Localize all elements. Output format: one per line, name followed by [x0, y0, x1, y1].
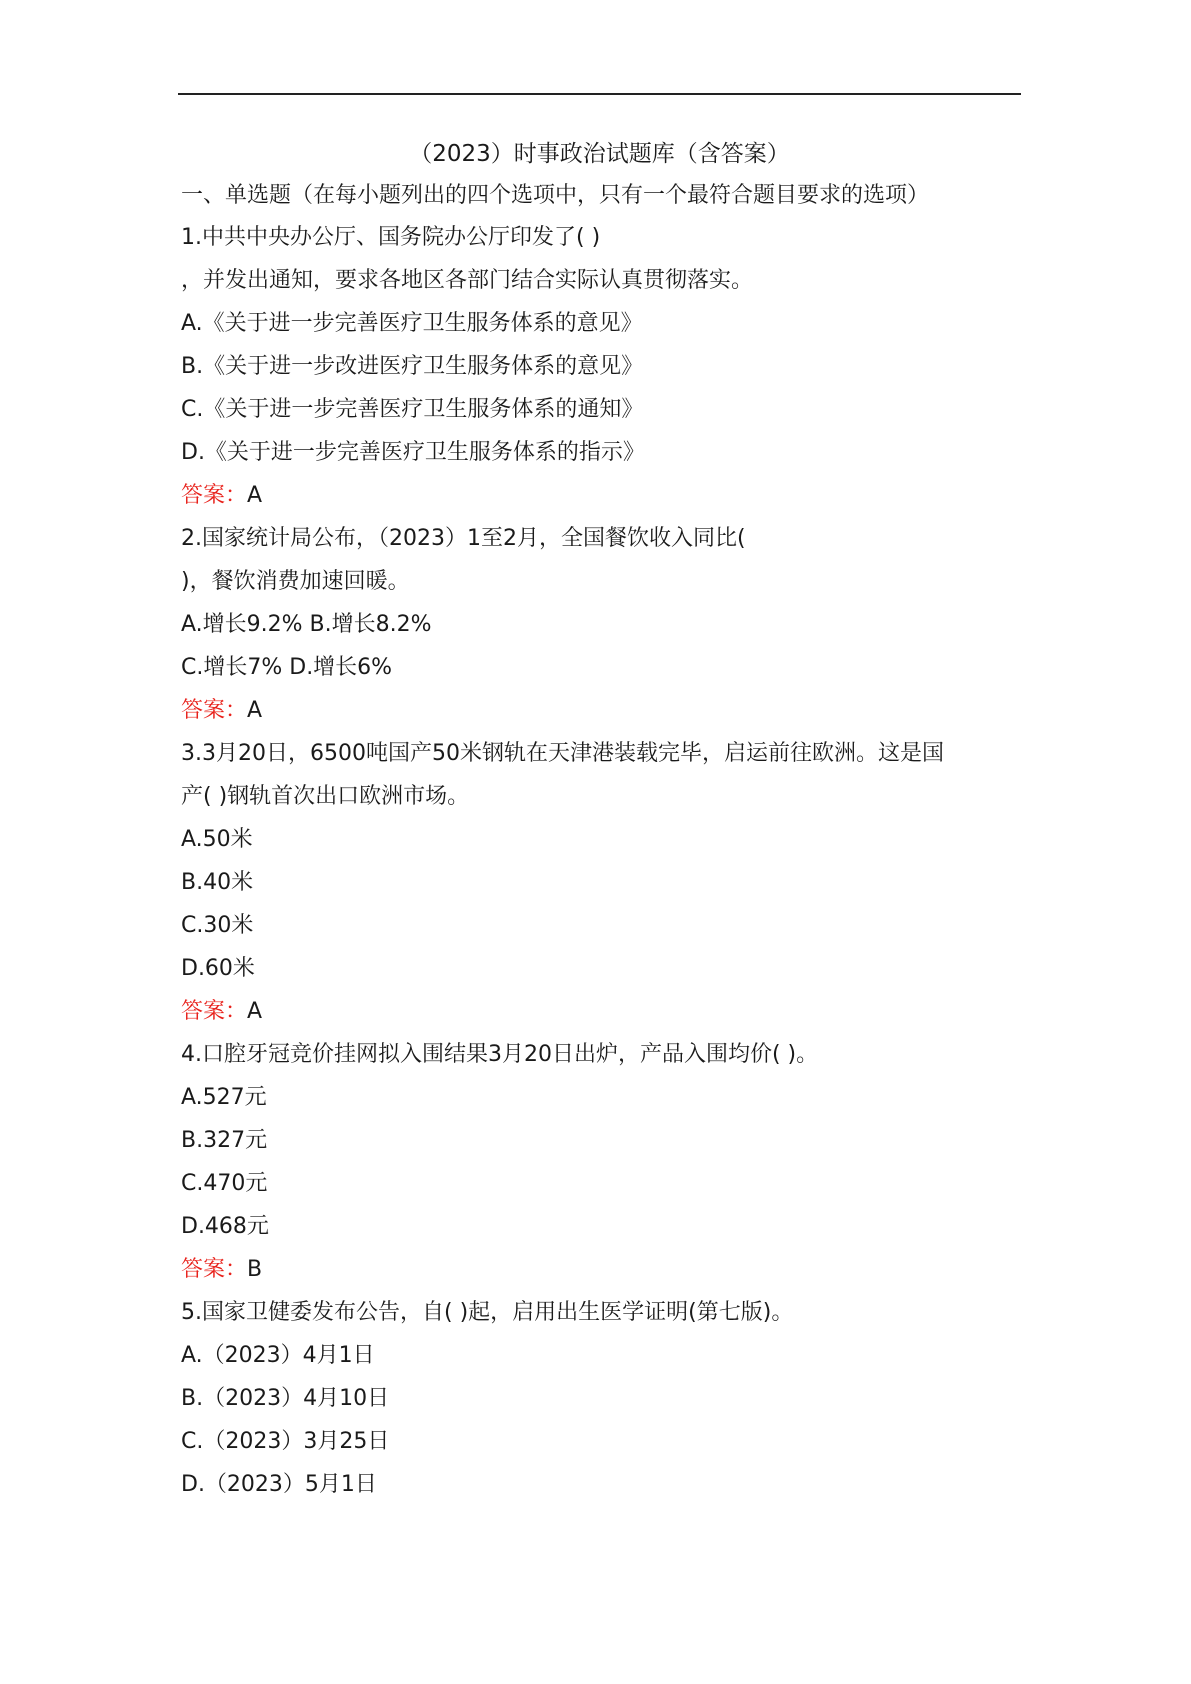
- question-1-answer: [181, 476, 262, 516]
- answer-label: 答案：: [181, 999, 248, 1024]
- question-3-option-c: C.30米: [181, 913, 254, 938]
- question-1-option-b: B.《关于进一步改进医疗卫生服务体系的意见》: [181, 354, 644, 379]
- question-5-option-d: D.（2023）5月1日: [181, 1472, 377, 1497]
- question-4-option-a: A.527元: [181, 1085, 267, 1110]
- question-4-answer: [181, 1250, 262, 1290]
- question-2-stem-line-2: )，餐饮消费加速回暖。: [181, 569, 410, 594]
- question-3-option-a: A.50米: [181, 827, 253, 852]
- question-2-options-ab: A.增长9.2% B.增长8.2%: [181, 612, 432, 637]
- question-3-option-d: D.60米: [181, 956, 255, 981]
- question-5-option-a: A.（2023）4月1日: [181, 1343, 375, 1368]
- question-5-option-b: B.（2023）4月10日: [181, 1386, 390, 1411]
- question-1-option-c: C.《关于进一步完善医疗卫生服务体系的通知》: [181, 397, 644, 422]
- answer-value: A: [247, 999, 263, 1024]
- question-4-option-d: D.468元: [181, 1214, 269, 1239]
- question-2-options-cd: C.增长7% D.增长6%: [181, 655, 393, 680]
- question-5-option-c: C.（2023）3月25日: [181, 1429, 390, 1454]
- question-4-stem: 4.口腔牙冠竞价挂网拟入围结果3月20日出炉，产品入围均价( )。: [181, 1042, 819, 1067]
- question-2-stem-line-1: 2.国家统计局公布，（2023）1至2月，全国餐饮收入同比(: [181, 526, 746, 551]
- question-3-stem-line-1: 3.3月20日，6500吨国产50米钢轨在天津港装载完毕，启运前往欧洲。这是国: [181, 741, 944, 766]
- question-4-option-c: C.470元: [181, 1171, 268, 1196]
- question-1-stem-line-2: ，并发出通知，要求各地区各部门结合实际认真贯彻落实。: [181, 268, 754, 293]
- answer-label: 答案：: [181, 483, 248, 508]
- question-3-option-b: B.40米: [181, 870, 254, 895]
- question-3-answer: [181, 992, 262, 1032]
- question-4-option-b: B.327元: [181, 1128, 268, 1153]
- question-5-stem: 5.国家卫健委发布公告，自( )起，启用出生医学证明(第七版)。: [181, 1300, 794, 1325]
- question-2-answer: [181, 691, 262, 731]
- answer-value: B: [247, 1257, 263, 1282]
- question-3-stem-line-2: 产( )钢轨首次出口欧洲市场。: [181, 784, 470, 809]
- answer-label: 答案：: [181, 698, 248, 723]
- answer-value: A: [247, 483, 263, 508]
- header-rule: [178, 93, 1021, 95]
- question-1-option-a: A.《关于进一步完善医疗卫生服务体系的意见》: [181, 311, 643, 336]
- question-1-stem-line-1: 1.中共中央办公厅、国务院办公厅印发了( ): [181, 225, 601, 250]
- answer-label: 答案：: [181, 1257, 248, 1282]
- answer-value: A: [247, 698, 263, 723]
- section-heading: 一、单选题（在每小题列出的四个选项中，只有一个最符合题目要求的选项）: [181, 183, 930, 208]
- document-title: （2023）时事政治试题库（含答案）: [409, 141, 790, 167]
- question-1-option-d: D.《关于进一步完善医疗卫生服务体系的指示》: [181, 440, 645, 465]
